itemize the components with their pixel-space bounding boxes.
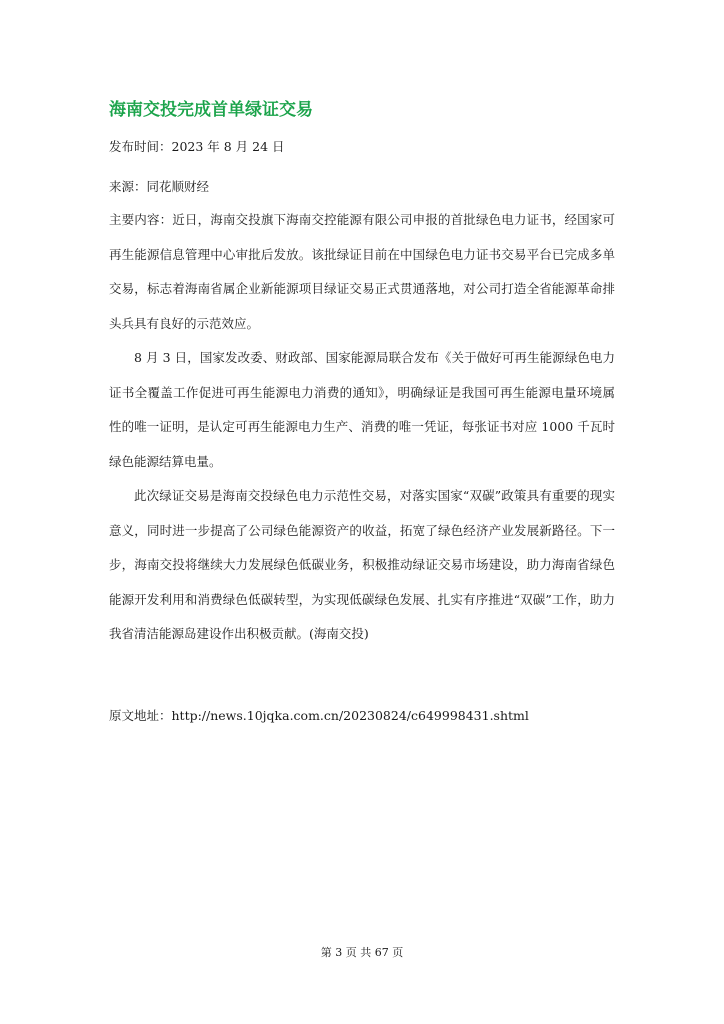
article-title: 海南交投完成首单绿证交易 (109, 100, 313, 120)
page-number: 第 3 页 共 67 页 (320, 946, 404, 959)
original-url: 原文地址：http://news.10jqka.com.cn/20230824/c649998431.shtml (109, 708, 529, 723)
article-source: 来源：同花顺财经 (109, 179, 210, 194)
paragraph-significance: 此次绿证交易是海南交投绿色电力示范性交易，对落实国家“双碳”政策具有重要的现实意义，同时进一步提高了公司绿色能源资产的收益，拓宽了绿色经济产业发展新路径。下一步，海南交投将继续大力发展绿色低碳业务，积极推动绿证交易市场建设，助力海南省绿色能源开发利用和消费绿色低碳转型，为实现低碳绿色发展、扎实有序推进“双碳”工作，助力我省清洁能源岛建设作出积极贡献。(海南交投) (109, 488, 615, 641)
article-body (109, 203, 615, 652)
paragraph-summary: 主要内容：近日，海南交投旗下海南交控能源有限公司申报的首批绿色电力证书，经国家可再生能源信息管理中心审批后发放。该批绿证目前在中国绿色电力证书交易平台已完成多单交易，标志着海南省属企业新能源项目绿证交易正式贯通落地，对公司打造全省能源革命排头兵具有良好的示范效应。 (109, 212, 615, 331)
paragraph-policy: 8 月 3 日，国家发改委、财政部、国家能源局联合发布《关于做好可再生能源绿色电力证书全覆盖工作促进可再生能源电力消费的通知》，明确绿证是我国可再生能源电量环境属性的唯一证明，是认定可再生能源电力生产、消费的唯一凭证，每张证书对应 1000 千瓦时绿色能源结算电量。 (109, 350, 615, 469)
publish-time: 发布时间：2023 年 8 月 24 日 (109, 139, 285, 154)
